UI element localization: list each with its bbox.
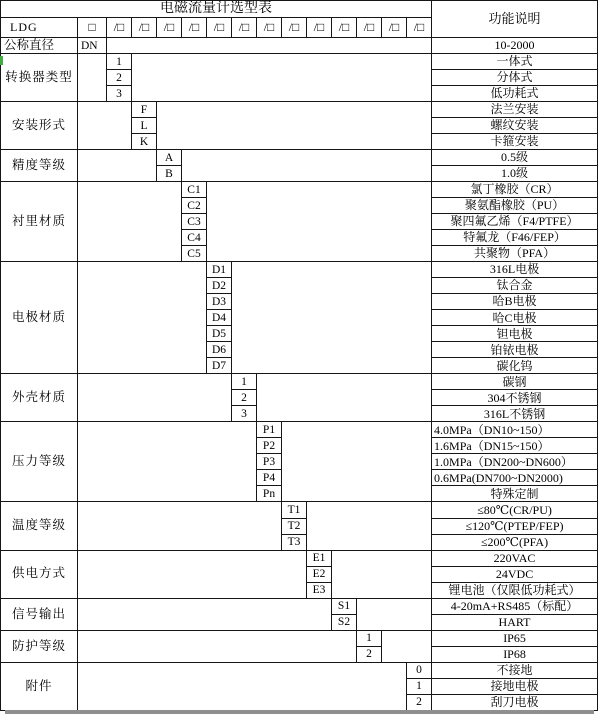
empty-cell <box>78 374 232 422</box>
code-cell: C1 <box>182 182 207 198</box>
desc-cell: 220VAC <box>432 550 598 566</box>
model-slot-cell: /□ <box>382 18 407 38</box>
group-label-accuracy: 精度等级 <box>1 150 78 182</box>
scan-edge-artifact <box>5 710 594 714</box>
table-title: 电磁流量计选型表 <box>1 1 432 18</box>
empty-cell <box>257 374 432 422</box>
code-cell: E3 <box>307 582 332 598</box>
code-cell: 1 <box>407 678 432 694</box>
desc-cell: 氯丁橡胶（CR） <box>432 182 598 198</box>
code-cell: D7 <box>207 358 232 374</box>
desc-cell: 哈C电极 <box>432 310 598 326</box>
group-label-electrode: 电极材质 <box>1 262 78 374</box>
model-slot-cell: /□ <box>207 18 232 38</box>
desc-cell: 1.6MPa（DN15~150） <box>432 438 598 454</box>
empty-cell <box>78 54 107 102</box>
code-cell: 3 <box>232 406 257 422</box>
desc-cell: 4-20mA+RS485（标配） <box>432 598 598 614</box>
desc-cell: HART <box>432 614 598 630</box>
empty-cell <box>207 182 432 262</box>
model-slot-cell: /□ <box>357 18 382 38</box>
desc-cell: 分体式 <box>432 70 598 86</box>
code-cell: 1 <box>107 54 132 70</box>
empty-cell <box>78 550 307 598</box>
code-cell: 2 <box>107 70 132 86</box>
code-cell: C4 <box>182 230 207 246</box>
model-box-cell: □ <box>78 18 107 38</box>
code-cell: 0 <box>407 662 432 678</box>
desc-cell: 特殊定制 <box>432 486 598 502</box>
desc-cell: 0.6MPa(DN700~DN2000) <box>432 470 598 486</box>
empty-cell <box>307 502 432 550</box>
code-cell: D6 <box>207 342 232 358</box>
empty-cell <box>282 422 432 502</box>
code-cell: E2 <box>307 566 332 582</box>
desc-cell: 哈B电极 <box>432 294 598 310</box>
desc-cell: 法兰安装 <box>432 102 598 118</box>
model-slot-cell: /□ <box>307 18 332 38</box>
group-label-installation: 安装形式 <box>1 102 78 150</box>
empty-cell <box>232 262 432 374</box>
desc-cell: 聚四氟乙烯（F4/PTFE） <box>432 214 598 230</box>
desc-cell: IP65 <box>432 630 598 646</box>
desc-cell: 316L不锈钢 <box>432 406 598 422</box>
code-cell: T3 <box>282 534 307 550</box>
group-label-housing: 外壳材质 <box>1 374 78 422</box>
desc-cell: 低功耗式 <box>432 86 598 102</box>
code-cell: C2 <box>182 198 207 214</box>
group-label-accessories: 附件 <box>1 662 78 710</box>
desc-cell: 钽电极 <box>432 326 598 342</box>
desc-cell: 碳化钨 <box>432 358 598 374</box>
code-cell: T1 <box>282 502 307 518</box>
group-label-signal-output: 信号输出 <box>1 598 78 630</box>
desc-cell: 24VDC <box>432 566 598 582</box>
model-slot-cell: /□ <box>407 18 432 38</box>
desc-cell: ≤200℃(PFA) <box>432 534 598 550</box>
empty-cell <box>107 38 432 54</box>
code-cell: P2 <box>257 438 282 454</box>
desc-cell: 0.5级 <box>432 150 598 166</box>
desc-cell: 卡箍安装 <box>432 134 598 150</box>
empty-cell <box>78 182 182 262</box>
code-cell: P1 <box>257 422 282 438</box>
code-cell: P4 <box>257 470 282 486</box>
desc-cell: ≤120℃(PTEP/FEP) <box>432 518 598 534</box>
code-cell: 2 <box>232 390 257 406</box>
code-cell: D4 <box>207 310 232 326</box>
code-cell: T2 <box>282 518 307 534</box>
code-cell: D5 <box>207 326 232 342</box>
desc-cell: 不接地 <box>432 662 598 678</box>
code-cell: 2 <box>407 694 432 710</box>
empty-cell <box>382 630 432 662</box>
empty-cell <box>132 54 432 102</box>
code-cell: P3 <box>257 454 282 470</box>
empty-cell <box>78 630 357 662</box>
code-cell: C3 <box>182 214 207 230</box>
group-label-lining: 衬里材质 <box>1 182 78 262</box>
code-cell: B <box>157 166 182 182</box>
desc-cell: 一体式 <box>432 54 598 70</box>
empty-cell <box>332 550 432 598</box>
desc-cell: 316L电极 <box>432 262 598 278</box>
empty-cell <box>78 662 407 710</box>
code-cell: F <box>132 102 157 118</box>
code-cell: D1 <box>207 262 232 278</box>
desc-cell: 4.0MPa（DN10~150） <box>432 422 598 438</box>
desc-cell: ≤80℃(CR/PU) <box>432 502 598 518</box>
code-cell: 1 <box>357 630 382 646</box>
empty-cell <box>78 598 332 630</box>
model-slot-cell: /□ <box>282 18 307 38</box>
code-cell: L <box>132 118 157 134</box>
empty-cell <box>78 502 282 550</box>
desc-cell: 1.0MPa（DN200~DN600） <box>432 454 598 470</box>
code-cell: K <box>132 134 157 150</box>
model-slot-cell: /□ <box>107 18 132 38</box>
code-cell: Pn <box>257 486 282 502</box>
code-cell: A <box>157 150 182 166</box>
desc-cell: 碳钢 <box>432 374 598 390</box>
model-slot-cell: /□ <box>182 18 207 38</box>
model-prefix: LDG <box>1 18 78 38</box>
model-slot-cell: /□ <box>132 18 157 38</box>
empty-cell <box>78 150 157 182</box>
desc-cell: 10-2000 <box>432 38 598 54</box>
group-label-nominal-diameter: 公称直径 <box>1 38 78 54</box>
code-cell: S1 <box>332 598 357 614</box>
desc-cell: 钛合金 <box>432 278 598 294</box>
desc-cell: 铂铱电极 <box>432 342 598 358</box>
code-cell: 2 <box>357 646 382 662</box>
code-cell: D3 <box>207 294 232 310</box>
code-cell: D2 <box>207 278 232 294</box>
group-label-converter-type: 转换器类型 <box>1 54 78 102</box>
empty-cell <box>78 262 207 374</box>
desc-cell: 螺纹安装 <box>432 118 598 134</box>
desc-cell: IP68 <box>432 646 598 662</box>
model-slot-cell: /□ <box>257 18 282 38</box>
desc-cell: 聚氨酯橡胶（PU） <box>432 198 598 214</box>
empty-cell <box>357 598 432 630</box>
desc-cell: 共聚物（PFA） <box>432 246 598 262</box>
code-cell: DN <box>78 38 107 54</box>
code-cell: C5 <box>182 246 207 262</box>
desc-cell: 1.0级 <box>432 166 598 182</box>
empty-cell <box>157 102 432 150</box>
group-label-protection: 防护等级 <box>1 630 78 662</box>
model-slot-cell: /□ <box>232 18 257 38</box>
desc-cell: 304不锈钢 <box>432 390 598 406</box>
group-label-pressure: 压力等级 <box>1 422 78 502</box>
desc-cell: 刮刀电极 <box>432 694 598 710</box>
empty-cell <box>78 422 257 502</box>
desc-cell: 锂电池（仅限低功耗式） <box>432 582 598 598</box>
empty-cell <box>182 150 432 182</box>
group-label-power-supply: 供电方式 <box>1 550 78 598</box>
scan-color-artifact <box>0 56 3 65</box>
model-slot-cell: /□ <box>332 18 357 38</box>
code-cell: 3 <box>107 86 132 102</box>
function-column-header: 功能说明 <box>432 1 598 38</box>
desc-cell: 接地电极 <box>432 678 598 694</box>
code-cell: 1 <box>232 374 257 390</box>
model-slot-cell: /□ <box>157 18 182 38</box>
code-cell: E1 <box>307 550 332 566</box>
empty-cell <box>78 102 132 150</box>
group-label-temperature: 温度等级 <box>1 502 78 550</box>
desc-cell: 特氟龙（F46/FEP） <box>432 230 598 246</box>
code-cell: S2 <box>332 614 357 630</box>
